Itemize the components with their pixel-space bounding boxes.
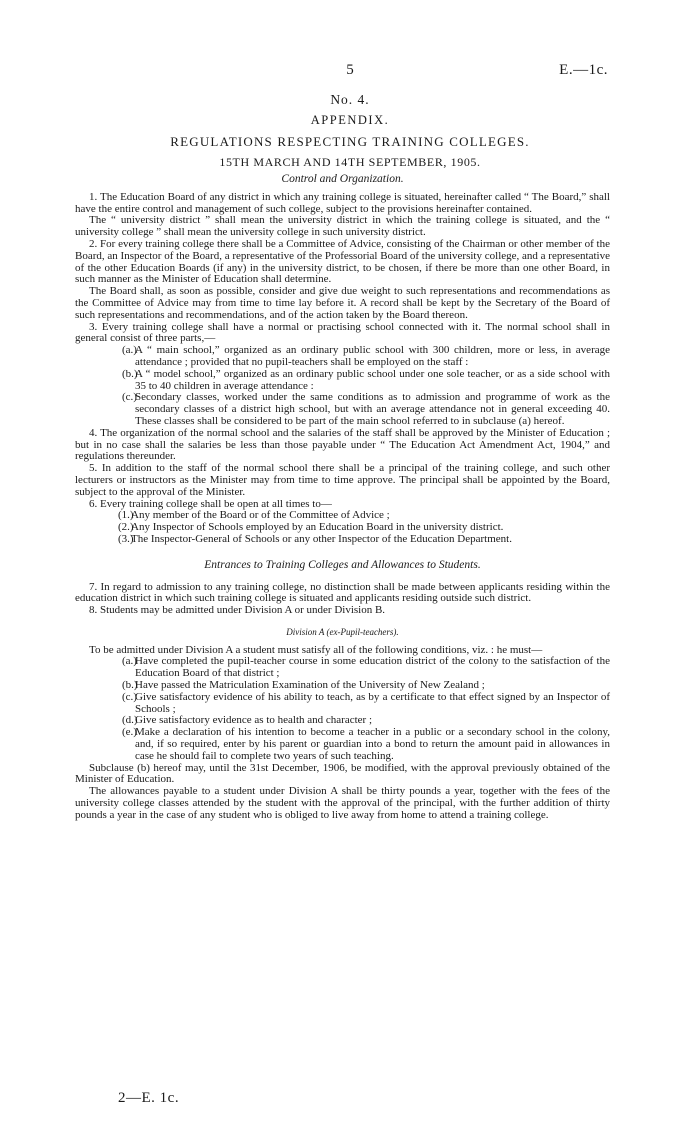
allowances-paragraph: The allowances payable to a student under Division A shall be thirty pounds a year, together with the fees of the university college classes attended by the student with the approval of the principal, with the further addition of thirty pounds a year in the case of any student who is obliged to live away from home to attend a training college.	[75, 785, 610, 821]
list-item-label: (d.)	[122, 714, 138, 727]
page-number: 5	[346, 62, 354, 78]
subclause-note: Subclause (b) hereof may, until the 31st December, 1906, be modified, with the approval previously obtained of the Minister of Education.	[75, 761, 610, 786]
section-heading-entrances: Entrances to Training Colleges and Allowances to Students.	[204, 558, 481, 571]
clause-3: 3. Every training college shall have a normal or practising school connected with it. The normal school shall in general consist of three parts,—	[75, 320, 610, 345]
clause-5: 5. In addition to the staff of the normal school there shall be a principal of the training college, and such other lecturers or instructors as the Minister may from time to time approve. The principal shall be appointed by the Board, subject to the approval of the Minister.	[75, 462, 610, 498]
list-item	[75, 392, 610, 427]
list-item-text: Secondary classes, worked under the same conditions as to admission and programme of work as the secondary classes of a district high school, but with an average attendance not in general exceeding 40. These classes shall be considered to be part of the main school referred to in subclause (a) hereof.	[135, 391, 610, 427]
page-title: REGULATIONS RESPECTING TRAINING COLLEGES.	[170, 134, 530, 149]
list-item	[75, 345, 610, 369]
list-item-text: Any Inspector of Schools employed by an Education Board in the university district.	[131, 521, 504, 534]
clause-6: 6. Every training college shall be open at all times to—	[89, 497, 332, 510]
list-item-text: Make a declaration of his intention to become a teacher in a public or a secondary school in the colony, and, if so required, enter by his parent or guardian into a bond to return the amount paid in allowances in case he should fail to complete two years of such teaching.	[135, 726, 610, 762]
list-item-label: (a.)	[122, 655, 137, 668]
list-item-text: The Inspector-General of Schools or any other Inspector of the Education Department.	[131, 532, 512, 545]
clause-2: 2. For every training college there shall be a Committee of Advice, consisting of the Chairman or other member of the Board, an Inspector of the Board, a representative of the Professorial Board of the university college, and a representative of the other Education Boards (if any) in the university district, to be chosen, if there be more than one other Board, in such manner as the Minister of Education shall determine.	[75, 237, 610, 286]
list-item-label: (3.)	[118, 532, 134, 545]
list-item-label: (c.)	[122, 690, 137, 703]
clause-8: 8. Students may be admitted under Division A or under Division B.	[89, 604, 386, 617]
appendix-heading: APPENDIX.	[310, 113, 390, 127]
list-item-text: Have passed the Matriculation Examination of the University of New Zealand ;	[135, 679, 485, 692]
division-a-intro: To be admitted under Division A a student must satisfy all of the following conditions, viz. : he must—	[89, 643, 543, 656]
clause-7: 7. In regard to admission to any training college, no distinction shall be made between applicants residing within the education district in which such training college is situated and applicants residing outside such district.	[75, 580, 610, 605]
document-body	[75, 174, 610, 822]
list-item	[75, 656, 610, 680]
list-item-label: (c.)	[122, 391, 137, 404]
list-item-text: A “ model school,” organized as an ordinary public school under one sole teacher, or as a side school with 35 to 40 children in average attendance :	[135, 367, 610, 392]
list-item-text: Give satisfactory evidence as to health and character ;	[135, 714, 372, 727]
regulation-date: 15TH MARCH AND 14TH SEPTEMBER, 1905.	[219, 155, 481, 169]
list-item-label: (a.)	[122, 344, 137, 357]
list-item	[75, 369, 610, 393]
list-item-text: Give satisfactory evidence of his ability to teach, as by a certificate to that effect signed by an Inspector of Schools ;	[135, 690, 610, 715]
division-a-heading: Division A (ex-Pupil-teachers).	[286, 626, 399, 637]
list-item-label: (b.)	[122, 679, 138, 692]
list-item-text: A “ main school,” organized as an ordinary public school with 300 children, more or less, in average attendance ; provided that no pupil-teachers shall be employed on the staff :	[135, 344, 610, 368]
list-item-text: Have completed the pupil-teacher course in some education district of the colony to the satisfaction of the Education Board of that district ;	[135, 655, 610, 680]
clause-2-continued: The Board shall, as soon as possible, consider and give due weight to such representations and recommendations as the Committee of Advice may from time to time lay before it. A record shall be kept by the Secretary of the Board of such representations and recommendations, and of the action taken by the Board thereon.	[75, 285, 610, 321]
list-item-label: (1.)	[118, 509, 134, 522]
list-item-label: (b.)	[122, 367, 138, 380]
list-item	[75, 534, 610, 546]
clause-1: 1. The Education Board of any district in which any training college is situated, hereinafter called “ The Board,” shall have the entire control and management of such college, subject to the provisions hereinafter contained.	[75, 190, 610, 215]
clause-1-definition: The “ university district ” shall mean the university district in which the training college is situated, and the “ university college ” shall mean the university college in such university district.	[75, 214, 610, 239]
document-reference: E.—1c.	[559, 62, 608, 78]
list-item-text: Any member of the Board or of the Committee of Advice ;	[131, 509, 390, 522]
list-item-label: (e.)	[122, 726, 137, 739]
list-item	[75, 692, 610, 716]
clause-4: 4. The organization of the normal school and the salaries of the staff shall be approved by the Minister of Education ; but in no case shall the salaries be less than those payable under “ The Education Act Amendment Act, 1904,” and regulations thereunder.	[75, 426, 610, 463]
list-item	[75, 727, 610, 762]
list-item-label: (2.)	[118, 521, 134, 534]
document-number: No. 4.	[330, 92, 370, 107]
section-heading-control: Control and Organization.	[281, 173, 404, 185]
signature-mark: 2—E. 1c.	[118, 1090, 180, 1106]
